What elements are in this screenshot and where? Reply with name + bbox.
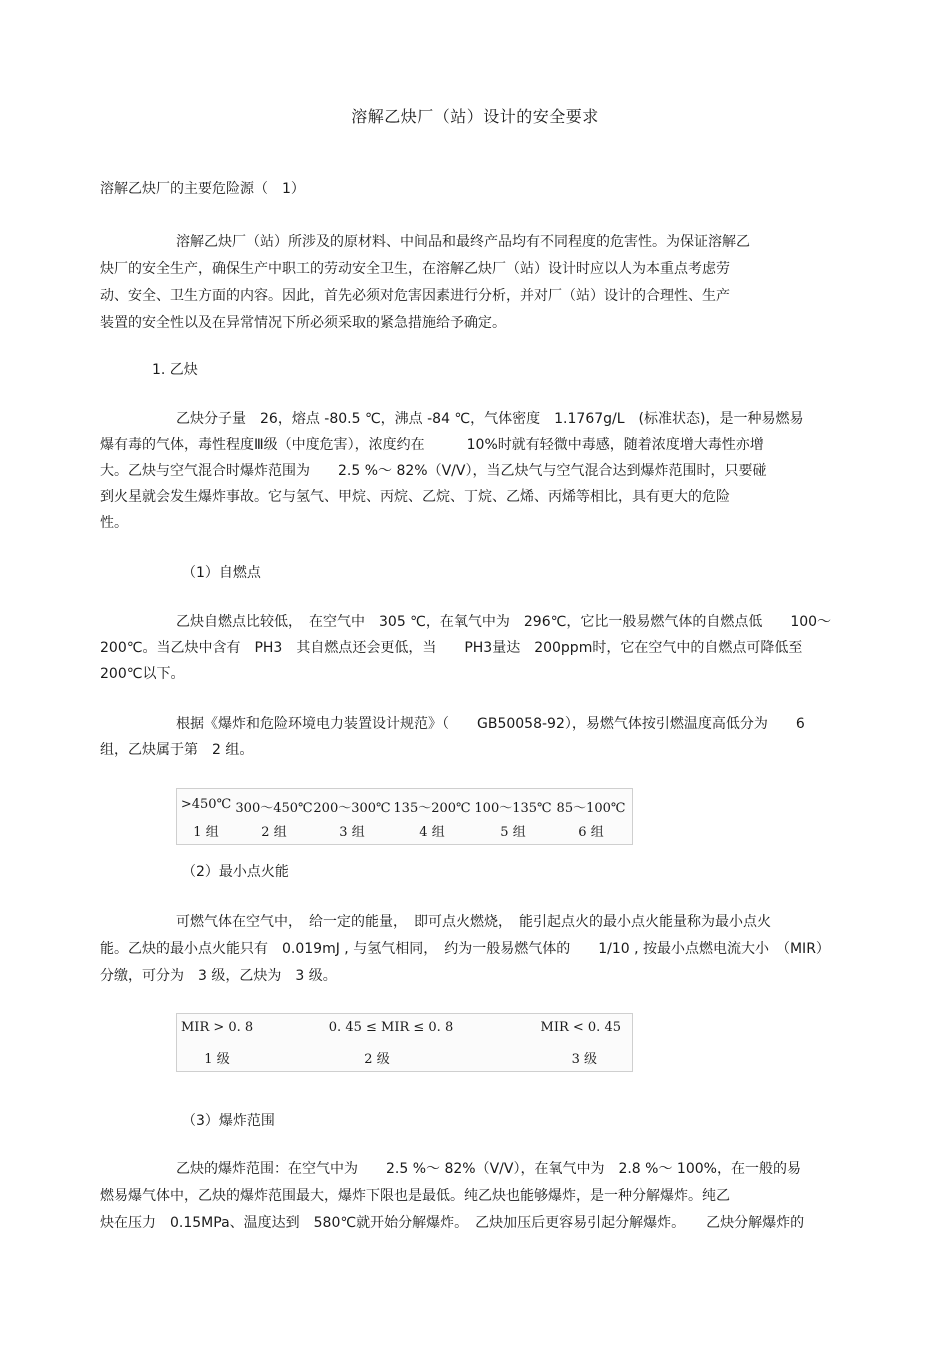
table-cell: MIR < 0. 45	[540, 1020, 621, 1035]
ignition-line: 能。乙炔的最小点火能只有 0.019mJ , 与氢气相同， 约为一般易燃气体的 1/10 , 按最小点燃电流大小 （MIR）	[100, 941, 830, 957]
acetylene-line: 乙炔分子量 26，熔点 -80.5 ℃，沸点 -84 ℃，气体密度 1.1767g/L (标准状态)，是一种易燃易	[176, 411, 804, 427]
intro-line: 炔厂的安全生产，确保生产中职工的劳动安全卫生，在溶解乙炔厂（站）设计时应以人为本重点考虑劳	[100, 261, 730, 277]
table-cell: 85～100℃	[556, 801, 626, 816]
ignition-line: 分缴，可分为 3 级，乙炔为 3 级。	[100, 968, 337, 984]
table-cell: 2 组	[261, 825, 287, 840]
table-cell: 3 级	[571, 1052, 597, 1067]
table-cell: 135～200℃	[393, 801, 471, 816]
table-cell: 5 组	[500, 825, 526, 840]
table-cell: 1 组	[193, 825, 219, 840]
acetylene-line: 爆有毒的气体，毒性程度Ⅲ级（中度危害），浓度约在 10%时就有轻微中毒感，随着浓度增大毒性亦增	[100, 437, 764, 453]
acetylene-line: 到火星就会发生爆炸事故。它与氢气、甲烷、丙烷、乙烷、丁烷、乙烯、丙烯等相比，具有更大的危险	[100, 489, 730, 505]
explosion-line: 燃易爆气体中，乙炔的爆炸范围最大，爆炸下限也是最低。纯乙炔也能够爆炸，是一种分解爆炸。纯乙	[100, 1188, 730, 1204]
subheading-explosion-range: （3）爆炸范围	[182, 1113, 275, 1129]
acetylene-line: 大。乙炔与空气混合时爆炸范围为 2.5 %～ 82%（V/V），当乙炔气与空气混合达到爆炸范围时，只要碰	[100, 463, 767, 479]
explosion-line: 炔在压力 0.15MPa、温度达到 580℃就开始分解爆炸。 乙炔加压后更容易引起分解爆炸。 乙炔分解爆炸的	[100, 1215, 805, 1231]
ignition-line: 可燃气体在空气中， 给一定的能量， 即可点火燃烧， 能引起点火的最小点火能量称为最小点火	[176, 914, 771, 930]
table-cell: 0. 45 ≤ MIR ≤ 0. 8	[328, 1020, 454, 1035]
autoignition-line: 200℃。当乙炔中含有 PH3 其自燃点还会更低，当 PH3量达 200ppm时，它在空气中的自燃点可降低至	[100, 640, 803, 656]
subheading-autoignition: （1）自燃点	[182, 565, 261, 581]
ignition-temperature-table	[176, 788, 633, 845]
table-cell: 2 级	[364, 1052, 390, 1067]
table-row	[177, 1020, 632, 1035]
table-cell: MIR > 0. 8	[181, 1020, 254, 1035]
document-title: 溶解乙炔厂（站）设计的安全要求	[351, 107, 599, 126]
intro-line: 溶解乙炔厂（站）所涉及的原材料、中间品和最终产品均有不同程度的危害性。为保证溶解乙	[176, 234, 750, 250]
table-row	[177, 797, 632, 816]
section-heading: 溶解乙炔厂的主要危险源（ 1）	[100, 181, 305, 197]
acetylene-line: 性。	[100, 515, 128, 531]
autoignition-line: 乙炔自燃点比较低， 在空气中 305 ℃，在氧气中为 296℃，它比一般易燃气体的自燃点低 100～	[176, 614, 832, 630]
explosion-line: 乙炔的爆炸范围：在空气中为 2.5 %～ 82%（V/V），在氧气中为 2.8 %～ 100%，在一般的易	[176, 1161, 801, 1177]
standard-line: 组，乙炔属于第 2 组。	[100, 742, 254, 758]
table-cell: >450℃	[180, 797, 232, 812]
table-cell: 6 组	[578, 825, 604, 840]
item-heading-acetylene: 1. 乙炔	[152, 362, 198, 378]
table-cell: 4 组	[419, 825, 445, 840]
table-cell: 3 组	[339, 825, 365, 840]
table-row	[177, 1048, 632, 1067]
standard-line: 根据《爆炸和危险环境电力装置设计规范》（ GB50058-92），易燃气体按引燃温度高低分为 6	[176, 716, 805, 732]
intro-line: 装置的安全性以及在异常情况下所必须采取的紧急措施给予确定。	[100, 315, 506, 331]
table-cell: 100～135℃	[474, 801, 552, 816]
table-cell: 1 级	[204, 1052, 230, 1067]
subheading-min-ignition-energy: （2）最小点火能	[182, 864, 289, 880]
table-cell: 200～300℃	[313, 801, 391, 816]
table-cell: 300～450℃	[235, 801, 313, 816]
mir-classification-table	[176, 1013, 633, 1072]
intro-line: 动、安全、卫生方面的内容。因此，首先必须对危害因素进行分析，并对厂（站）设计的合理性、生产	[100, 288, 730, 304]
table-row	[177, 821, 632, 840]
autoignition-line: 200℃以下。	[100, 666, 185, 682]
